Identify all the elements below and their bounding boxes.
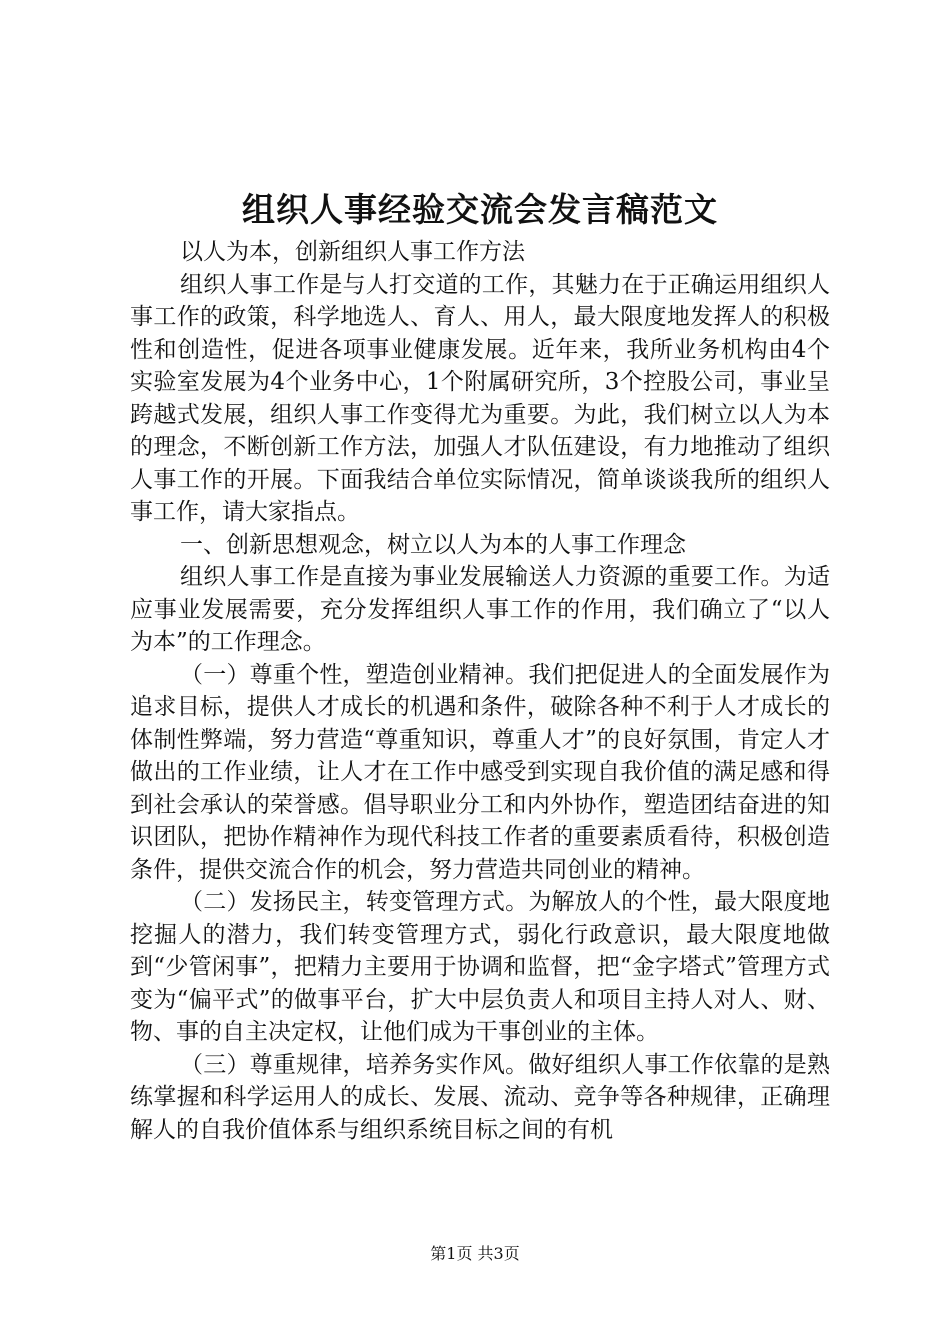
paragraph-section-1-body: 组织人事工作是直接为事业发展输送人力资源的重要工作。为适应事业发展需要，充分发挥组织人事工作的作用，我们确立了“以人为本”的工作理念。 (130, 564, 830, 655)
paragraph-intro: 组织人事工作是与人打交道的工作，其魅力在于正确运用组织人事工作的政策，科学地选人、育人、用人，最大限度地发挥人的积极性和创造性，促进各项事业健康发展。近年来，我所业务机构由4个实验室发展为4个业务中心，1个附属研究所，3个控股公司，事业呈跨越式发展，组织人事工作变得尤为重要。为此，我们树立以人为本的理念，不断创新工作方法，加强人才队伍建设，有力地推动了组织人事工作的开展。下面我结合单位实际情况，简单谈谈我所的组织人事工作，请大家指点。 (130, 271, 830, 525)
page-number-footer: 第1页 共3页 (430, 1244, 520, 1263)
paragraph-subsection-1: （一）尊重个性，塑造创业精神。我们把促进人的全面发展作为追求目标，提供人才成长的机遇和条件，破除各种不利于人才成长的体制性弊端，努力营造“尊重知识，尊重人才”的良好氛围，肯定人才做出的工作业绩，让人才在工作中感受到实现自我价值的满足感和得到社会承认的荣誉感。倡导职业分工和内外协作，塑造团结奋进的知识团队，把协作精神作为现代科技工作者的重要素质看待，积极创造条件，提供交流合作的机会，努力营造共同创业的精神。 (130, 661, 830, 883)
section-heading-1: 一、创新思想观念，树立以人为本的人事工作理念 (180, 531, 686, 558)
document-page (130, 186, 830, 1146)
paragraph-subtitle: 以人为本，创新组织人事工作方法 (180, 239, 525, 265)
paragraph-subsection-2: （二）发扬民主，转变管理方式。为解放人的个性，最大限度地挖掘人的潜力，我们转变管理方式，弱化行政意识，最大限度地做到“少管闲事”，把精力主要用于协调和监督，把“金字塔式”管理方式变为“偏平式”的做事平台，扩大中层负责人和项目主持人对人、财、物、事的自主决定权，让他们成为干事创业的主体。 (130, 889, 830, 1045)
document-title: 组织人事经验交流会发言稿范文 (242, 190, 718, 229)
paragraph-subsection-3: （三）尊重规律，培养务实作风。做好组织人事工作依靠的是熟练掌握和科学运用人的成长、发展、流动、竞争等各种规律，正确理解人的自我价值体系与组织系统目标之间的有机 (130, 1051, 830, 1143)
